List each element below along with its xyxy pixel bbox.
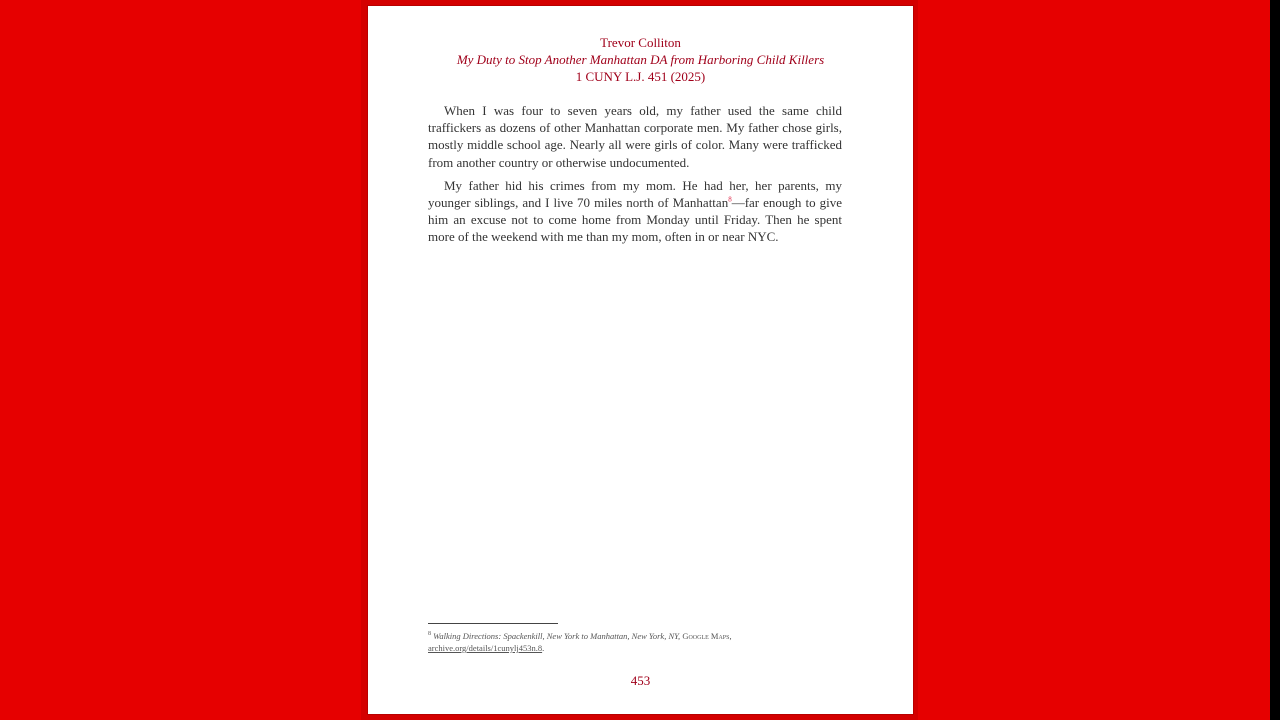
paragraph-2-start: My father hid his crimes from my mom. He had her, her parents, my younger siblings, and I live 70 miles north of Manhattan [428,177,842,211]
page-number: 453 [630,673,651,688]
footnote-end: . [542,643,545,653]
footnote [428,630,788,654]
running-header [368,34,913,85]
journal-citation: 1 CUNY L.J. 451 (2025) [575,69,706,84]
paragraph-2 [428,177,842,246]
footnote-source: Google Maps, [682,631,732,641]
paragraph-1: When I was four to seven years old, my father used the same child traffickers as dozens of other Manhattan corporate men. My father chose girls, mostly middle school age. Nearly all were girls of color. Many were trafficked from another country or otherwise undocumented. [428,103,842,170]
body-text [428,102,842,252]
screen-edge-strip [1270,0,1280,720]
footnote-title: Walking Directions: Spackenkill, New York to Manhattan, New York, NY, [433,631,681,641]
footnote-link[interactable]: archive.org/details/1cunylj453n.8 [428,643,543,653]
footnote-reference[interactable]: 8 [728,195,732,204]
author-name: Trevor Colliton [600,35,681,50]
footnote-divider [428,623,558,624]
document-page [368,6,913,714]
paragraph-2-end: —far enough to give him an excuse not to come home from Monday until Friday. Then he spent more of the weekend with me than my mom, often in or near NYC. [428,195,842,245]
article-title: My Duty to Stop Another Manhattan DA from Harboring Child Killers [456,52,825,67]
footnote-number: 8 [428,631,431,638]
